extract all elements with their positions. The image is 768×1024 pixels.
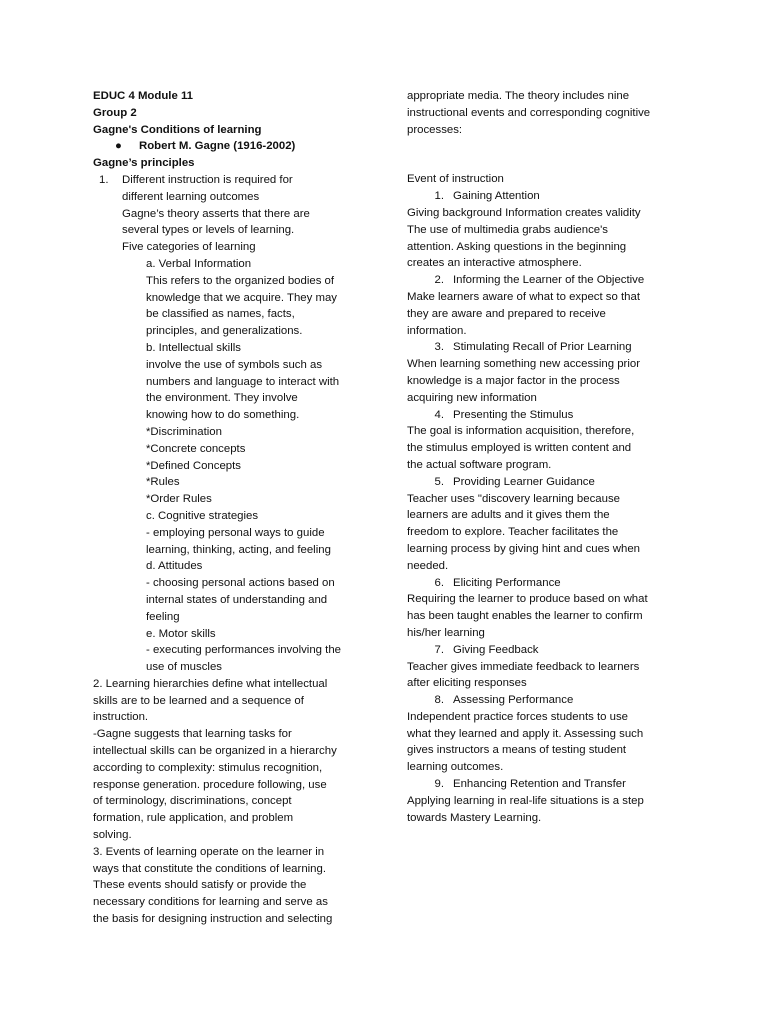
event-1-title: 1. Gaining Attention xyxy=(434,190,540,203)
category-b-label: b. Intellectual skills xyxy=(146,341,241,354)
event-2-title: 2. Informing the Learner of the Objective xyxy=(434,274,645,287)
principle-1-number: 1. xyxy=(99,173,109,186)
event-5-text: freedom to explore. Teacher facilitates the xyxy=(407,526,619,539)
event-5-title: 5. Providing Learner Guidance xyxy=(434,475,595,488)
category-c-label: c. Cognitive strategies xyxy=(146,509,259,522)
event-9-text: towards Mastery Learning. xyxy=(407,811,542,824)
category-d-text: internal states of understanding and xyxy=(146,593,328,606)
principle-2-text: solving. xyxy=(93,829,132,842)
principle-3-text: 3. Events of learning operate on the learner in xyxy=(93,845,325,858)
event-5-text: learners are adults and it gives them the xyxy=(407,509,610,522)
event-3-text: When learning something new accessing prior xyxy=(407,358,640,371)
category-b-text: knowing how to do something. xyxy=(146,409,300,422)
category-b-item: *Rules xyxy=(146,476,180,489)
principle-3-text: These events should satisfy or provide the xyxy=(93,879,307,892)
spacer xyxy=(407,138,677,171)
event-8-text: Independent practice forces students to use xyxy=(407,710,628,723)
principle-2-text: formation, rule application, and problem xyxy=(93,812,294,825)
category-a-text: principles, and generalizations. xyxy=(146,325,303,338)
category-b-text: numbers and language to interact with xyxy=(146,375,340,388)
event-8-title: 8. Assessing Performance xyxy=(434,694,574,707)
module-title: EDUC 4 Module 11 xyxy=(93,90,194,102)
event-2-text: information. xyxy=(407,324,467,337)
event-4-text: The goal is information acquisition, therefore, xyxy=(407,425,635,438)
category-b-text: the environment. They involve xyxy=(146,392,298,405)
group-label: Group 2 xyxy=(93,106,137,119)
event-3-text: knowledge is a major factor in the process xyxy=(407,374,620,387)
category-e-label: e. Motor skills xyxy=(146,627,216,640)
event-1-text: The use of multimedia grabs audience's xyxy=(407,223,608,236)
category-a-label: a. Verbal Information xyxy=(146,257,252,270)
category-d-label: d. Attitudes xyxy=(146,560,203,573)
principle-3-text: necessary conditions for learning and serve as xyxy=(93,896,328,909)
intro-text: instructional events and corresponding cognitive xyxy=(407,106,651,119)
event-2-text: Make learners aware of what to expect so that xyxy=(407,290,640,303)
principles-heading: Gagne’s principles xyxy=(93,157,195,170)
event-4-text: the actual software program. xyxy=(407,458,552,471)
category-b-item: *Discrimination xyxy=(146,425,222,438)
event-2-text: they are aware and prepared to receive xyxy=(407,307,606,320)
right-column xyxy=(407,88,677,826)
category-d-text: feeling xyxy=(146,610,180,623)
event-6-text: has been taught enables the learner to confirm xyxy=(407,610,643,623)
event-5-text: needed. xyxy=(407,559,449,572)
principle-1-body: Gagne’s theory asserts that there are xyxy=(122,207,310,220)
author-bullet xyxy=(93,138,361,155)
event-8-text: gives instructors a means of testing student xyxy=(407,744,627,757)
category-e-text: - executing performances involving the xyxy=(146,644,342,657)
category-b-item: *Defined Concepts xyxy=(146,459,241,472)
event-1-text: creates an interactive atmosphere. xyxy=(407,257,582,270)
principle-2-text: skills are to be learned and a sequence of xyxy=(93,694,304,707)
category-c-text: learning, thinking, acting, and feeling xyxy=(146,543,331,556)
principle-1-title-cont: different learning outcomes xyxy=(122,190,260,203)
event-6-text: his/her learning xyxy=(407,626,485,639)
event-8-text: learning outcomes. xyxy=(407,761,504,774)
principle-1-title: 1. Different instruction is required for xyxy=(93,172,361,189)
category-a-text: knowledge that we acquire. They may xyxy=(146,291,338,304)
bullet-icon: ● xyxy=(115,140,122,153)
principle-2-text: of terminology, discriminations, concept xyxy=(93,795,292,808)
event-7-title: 7. Giving Feedback xyxy=(434,643,539,656)
author-name: Robert M. Gagne (1916-2002) xyxy=(139,140,296,153)
principle-2-text: according to complexity: stimulus recognition, xyxy=(93,761,323,774)
event-1-text: Giving background Information creates validity xyxy=(407,206,641,219)
principle-2-text: -Gagne suggests that learning tasks for xyxy=(93,728,292,741)
event-7-text: Teacher gives immediate feedback to learners xyxy=(407,660,640,673)
event-1-text: attention. Asking questions in the beginning xyxy=(407,240,627,253)
event-7-text: after eliciting responses xyxy=(407,677,527,690)
event-4-text: the stimulus employed is written content and xyxy=(407,442,632,455)
principle-2-text: 2. Learning hierarchies define what intellectual xyxy=(93,677,328,690)
event-5-text: learning process by giving hint and cues when xyxy=(407,542,641,555)
intro-text: processes: xyxy=(407,123,463,136)
principle-2-text: instruction. xyxy=(93,711,149,724)
principle-3-text: the basis for designing instruction and selecting xyxy=(93,913,333,926)
event-6-title: 6. Eliciting Performance xyxy=(434,576,561,589)
principle-1-body: Five categories of learning xyxy=(122,241,256,254)
principle-2-text: intellectual skills can be organized in a hierarchy xyxy=(93,745,337,758)
subject-heading: Gagne's Conditions of learning xyxy=(93,123,262,136)
principle-2-text: response generation. procedure following, use xyxy=(93,778,327,791)
category-b-item: *Concrete concepts xyxy=(146,442,246,455)
category-d-text: - choosing personal actions based on xyxy=(146,577,335,590)
category-b-text: involve the use of symbols such as xyxy=(146,358,323,371)
event-6-text: Requiring the learner to produce based on what xyxy=(407,593,648,606)
event-3-text: acquiring new information xyxy=(407,391,537,404)
event-4-title: 4. Presenting the Stimulus xyxy=(434,408,574,421)
category-a-text: This refers to the organized bodies of xyxy=(146,274,335,287)
category-a-text: be classified as names, facts, xyxy=(146,308,295,321)
category-b-item: *Order Rules xyxy=(146,493,212,506)
left-column xyxy=(93,88,361,928)
principle-3-text: ways that constitute the conditions of learning. xyxy=(93,862,327,875)
events-heading: Event of instruction xyxy=(407,173,504,186)
category-e-text: use of muscles xyxy=(146,661,222,674)
principle-1-body: several types or levels of learning. xyxy=(122,224,295,237)
event-9-title: 9. Enhancing Retention and Transfer xyxy=(434,778,626,791)
event-8-text: what they learned and apply it. Assessing such xyxy=(407,727,644,740)
event-9-text: Applying learning in real-life situations is a step xyxy=(407,794,644,807)
event-5-text: Teacher uses "discovery learning because xyxy=(407,492,620,505)
intro-text: appropriate media. The theory includes nine xyxy=(407,90,630,102)
category-c-text: - employing personal ways to guide xyxy=(146,526,325,539)
event-3-title: 3. Stimulating Recall of Prior Learning xyxy=(434,341,632,354)
